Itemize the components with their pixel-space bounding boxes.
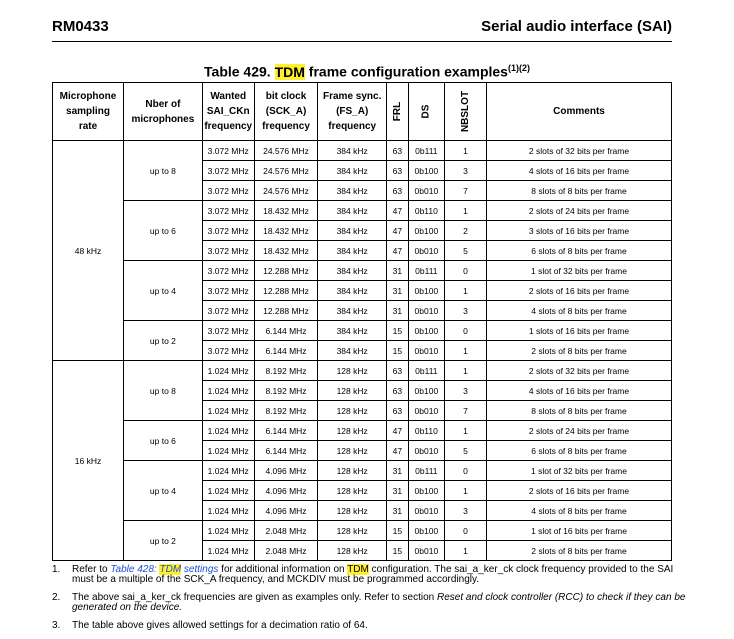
col-nbslot: NBSLOT [444, 83, 486, 141]
col-frl: FRL [386, 83, 408, 141]
frl-value-cell: 63 [386, 161, 408, 181]
comment-cell: 1 slot of 32 bits per frame [487, 261, 672, 281]
frame-sync-freq-cell: 384 kHz [318, 261, 386, 281]
ds-value-cell: 0b111 [408, 361, 444, 381]
bit-clock-freq-cell: 4.096 MHz [254, 501, 318, 521]
frl-value-cell: 31 [386, 301, 408, 321]
nbslot-value-cell: 3 [444, 161, 486, 181]
wanted-freq-cell: 3.072 MHz [202, 321, 254, 341]
table-row [53, 321, 672, 341]
frl-value-cell: 47 [386, 221, 408, 241]
ds-value-cell: 0b010 [408, 501, 444, 521]
frame-sync-freq-cell: 128 kHz [318, 461, 386, 481]
mic-count-cell: up to 4 [123, 261, 202, 321]
table-row [53, 141, 672, 161]
nbslot-value-cell: 0 [444, 321, 486, 341]
search-highlight: TDM [159, 564, 182, 575]
table-row [53, 261, 672, 281]
nbslot-value-cell: 0 [444, 461, 486, 481]
frl-value-cell: 63 [386, 381, 408, 401]
frame-sync-freq-cell: 384 kHz [318, 241, 386, 261]
wanted-freq-cell: 1.024 MHz [202, 461, 254, 481]
nbslot-value-cell: 5 [444, 241, 486, 261]
frl-value-cell: 15 [386, 341, 408, 361]
table-notes [52, 565, 692, 639]
table-row [53, 361, 672, 381]
mic-rate-cell: 48 kHz [53, 141, 124, 361]
nbslot-value-cell: 5 [444, 441, 486, 461]
mic-count-cell: up to 2 [123, 321, 202, 361]
wanted-freq-cell: 3.072 MHz [202, 261, 254, 281]
col-nber-mics: Nber of microphones [123, 83, 202, 141]
ds-value-cell: 0b010 [408, 181, 444, 201]
page-header [52, 18, 672, 40]
frl-value-cell: 47 [386, 441, 408, 461]
frame-sync-freq-cell: 128 kHz [318, 441, 386, 461]
ds-value-cell: 0b100 [408, 521, 444, 541]
table-row [53, 201, 672, 221]
comment-cell: 2 slots of 32 bits per frame [487, 361, 672, 381]
wanted-freq-cell: 1.024 MHz [202, 501, 254, 521]
frl-value-cell: 63 [386, 401, 408, 421]
bit-clock-freq-cell: 6.144 MHz [254, 321, 318, 341]
bit-clock-freq-cell: 4.096 MHz [254, 481, 318, 501]
bit-clock-freq-cell: 6.144 MHz [254, 421, 318, 441]
nbslot-value-cell: 1 [444, 141, 486, 161]
wanted-freq-cell: 1.024 MHz [202, 521, 254, 541]
ds-value-cell: 0b100 [408, 321, 444, 341]
ds-value-cell: 0b010 [408, 341, 444, 361]
note-2: 2. The above sai_a_ker_ck frequencies are given as examples only. Refer to section Reset and clock controller (RCC) to check if they can be generated on the device. [52, 592, 686, 613]
frl-value-cell: 31 [386, 261, 408, 281]
ds-value-cell: 0b111 [408, 141, 444, 161]
nbslot-value-cell: 3 [444, 301, 486, 321]
frame-sync-freq-cell: 384 kHz [318, 301, 386, 321]
wanted-freq-cell: 3.072 MHz [202, 141, 254, 161]
bit-clock-freq-cell: 2.048 MHz [254, 541, 318, 561]
comment-cell: 4 slots of 8 bits per frame [487, 301, 672, 321]
mic-count-cell: up to 2 [123, 521, 202, 561]
bit-clock-freq-cell: 8.192 MHz [254, 361, 318, 381]
frame-sync-freq-cell: 384 kHz [318, 181, 386, 201]
comment-cell: 2 slots of 24 bits per frame [487, 201, 672, 221]
mic-rate-cell: 16 kHz [53, 361, 124, 561]
wanted-freq-cell: 3.072 MHz [202, 241, 254, 261]
bit-clock-freq-cell: 18.432 MHz [254, 201, 318, 221]
frl-value-cell: 63 [386, 361, 408, 381]
wanted-freq-cell: 3.072 MHz [202, 301, 254, 321]
table-row [53, 521, 672, 541]
frame-sync-freq-cell: 384 kHz [318, 281, 386, 301]
nbslot-value-cell: 1 [444, 541, 486, 561]
bit-clock-freq-cell: 12.288 MHz [254, 301, 318, 321]
tdm-frame-config-table [52, 82, 672, 561]
ds-value-cell: 0b100 [408, 481, 444, 501]
search-highlight: TDM [274, 63, 305, 80]
wanted-freq-cell: 1.024 MHz [202, 481, 254, 501]
ds-value-cell: 0b010 [408, 541, 444, 561]
comment-cell: 2 slots of 16 bits per frame [487, 481, 672, 501]
nbslot-value-cell: 1 [444, 281, 486, 301]
nbslot-value-cell: 1 [444, 361, 486, 381]
frl-value-cell: 15 [386, 521, 408, 541]
comment-cell: 1 slots of 16 bits per frame [487, 321, 672, 341]
frame-sync-freq-cell: 384 kHz [318, 201, 386, 221]
bit-clock-freq-cell: 24.576 MHz [254, 161, 318, 181]
nbslot-value-cell: 1 [444, 201, 486, 221]
bit-clock-freq-cell: 18.432 MHz [254, 221, 318, 241]
comment-cell: 8 slots of 8 bits per frame [487, 181, 672, 201]
table-row [53, 461, 672, 481]
mic-count-cell: up to 8 [123, 141, 202, 201]
nbslot-value-cell: 7 [444, 181, 486, 201]
frl-value-cell: 31 [386, 281, 408, 301]
mic-count-cell: up to 6 [123, 421, 202, 461]
bit-clock-freq-cell: 12.288 MHz [254, 261, 318, 281]
frame-sync-freq-cell: 128 kHz [318, 361, 386, 381]
ds-value-cell: 0b100 [408, 381, 444, 401]
bit-clock-freq-cell: 4.096 MHz [254, 461, 318, 481]
frame-sync-freq-cell: 384 kHz [318, 341, 386, 361]
bit-clock-freq-cell: 6.144 MHz [254, 341, 318, 361]
wanted-freq-cell: 1.024 MHz [202, 541, 254, 561]
ds-value-cell: 0b110 [408, 201, 444, 221]
comment-cell: 4 slots of 8 bits per frame [487, 501, 672, 521]
bit-clock-freq-cell: 24.576 MHz [254, 141, 318, 161]
comment-cell: 1 slot of 32 bits per frame [487, 461, 672, 481]
bit-clock-freq-cell: 2.048 MHz [254, 521, 318, 541]
col-mic-rate: Microphone sampling rate [53, 83, 124, 141]
col-bit-clock: bit clock (SCK_A) frequency [254, 83, 318, 141]
comment-cell: 4 slots of 16 bits per frame [487, 381, 672, 401]
table-428-link[interactable]: Table 428: TDM settings [110, 564, 219, 575]
frl-value-cell: 63 [386, 181, 408, 201]
wanted-freq-cell: 1.024 MHz [202, 401, 254, 421]
nbslot-value-cell: 1 [444, 341, 486, 361]
frame-sync-freq-cell: 128 kHz [318, 401, 386, 421]
wanted-freq-cell: 1.024 MHz [202, 361, 254, 381]
wanted-freq-cell: 3.072 MHz [202, 281, 254, 301]
header-rule [52, 41, 672, 42]
ds-value-cell: 0b010 [408, 241, 444, 261]
frl-value-cell: 47 [386, 241, 408, 261]
mic-count-cell: up to 6 [123, 201, 202, 261]
col-ds: DS [408, 83, 444, 141]
frame-sync-freq-cell: 128 kHz [318, 521, 386, 541]
frame-sync-freq-cell: 128 kHz [318, 421, 386, 441]
wanted-freq-cell: 3.072 MHz [202, 181, 254, 201]
frl-value-cell: 47 [386, 201, 408, 221]
mic-count-cell: up to 8 [123, 361, 202, 421]
frl-value-cell: 15 [386, 541, 408, 561]
wanted-freq-cell: 3.072 MHz [202, 221, 254, 241]
bit-clock-freq-cell: 8.192 MHz [254, 381, 318, 401]
frl-value-cell: 31 [386, 481, 408, 501]
frl-value-cell: 15 [386, 321, 408, 341]
table-header-row [53, 83, 672, 141]
bit-clock-freq-cell: 24.576 MHz [254, 181, 318, 201]
frame-sync-freq-cell: 128 kHz [318, 481, 386, 501]
ds-value-cell: 0b010 [408, 401, 444, 421]
table-row [53, 421, 672, 441]
nbslot-value-cell: 1 [444, 421, 486, 441]
frame-sync-freq-cell: 128 kHz [318, 381, 386, 401]
frame-sync-freq-cell: 384 kHz [318, 161, 386, 181]
nbslot-value-cell: 0 [444, 521, 486, 541]
nbslot-value-cell: 2 [444, 221, 486, 241]
frame-sync-freq-cell: 128 kHz [318, 501, 386, 521]
comment-cell: 6 slots of 8 bits per frame [487, 241, 672, 261]
col-frame-sync: Frame sync. (FS_A) frequency [318, 83, 386, 141]
comment-cell: 2 slots of 24 bits per frame [487, 421, 672, 441]
frl-value-cell: 31 [386, 501, 408, 521]
document-id: RM0433 [52, 18, 109, 35]
ds-value-cell: 0b100 [408, 221, 444, 241]
nbslot-value-cell: 3 [444, 381, 486, 401]
ds-value-cell: 0b010 [408, 301, 444, 321]
col-comments: Comments [487, 83, 672, 141]
comment-cell: 2 slots of 16 bits per frame [487, 281, 672, 301]
ds-value-cell: 0b100 [408, 281, 444, 301]
note-1: 1. Refer to Table 428: TDM settings for additional information on TDM configuration. The sai_a_ker_ck clock frequency provided to the SAI must be a multiple of the SCK_A frequency, and MCKDIV must be programmed accordingly. [52, 564, 674, 585]
mic-count-cell: up to 4 [123, 461, 202, 521]
nbslot-value-cell: 1 [444, 481, 486, 501]
bit-clock-freq-cell: 8.192 MHz [254, 401, 318, 421]
wanted-freq-cell: 1.024 MHz [202, 421, 254, 441]
frame-sync-freq-cell: 384 kHz [318, 321, 386, 341]
bit-clock-freq-cell: 6.144 MHz [254, 441, 318, 461]
frame-sync-freq-cell: 384 kHz [318, 141, 386, 161]
nbslot-value-cell: 7 [444, 401, 486, 421]
wanted-freq-cell: 3.072 MHz [202, 161, 254, 181]
comment-cell: 6 slots of 8 bits per frame [487, 441, 672, 461]
bit-clock-freq-cell: 12.288 MHz [254, 281, 318, 301]
wanted-freq-cell: 1.024 MHz [202, 441, 254, 461]
comment-cell: 2 slots of 32 bits per frame [487, 141, 672, 161]
wanted-freq-cell: 3.072 MHz [202, 341, 254, 361]
col-wanted-freq: Wanted SAI_CKn frequency [202, 83, 254, 141]
note-3: 3. The table above gives allowed settings for a decimation ratio of 64. [52, 620, 368, 631]
ds-value-cell: 0b100 [408, 161, 444, 181]
wanted-freq-cell: 1.024 MHz [202, 381, 254, 401]
comment-cell: 3 slots of 16 bits per frame [487, 221, 672, 241]
frl-value-cell: 63 [386, 141, 408, 161]
ds-value-cell: 0b111 [408, 461, 444, 481]
frame-sync-freq-cell: 128 kHz [318, 541, 386, 561]
comment-cell: 2 slots of 8 bits per frame [487, 341, 672, 361]
comment-cell: 4 slots of 16 bits per frame [487, 161, 672, 181]
ds-value-cell: 0b111 [408, 261, 444, 281]
comment-cell: 8 slots of 8 bits per frame [487, 401, 672, 421]
nbslot-value-cell: 0 [444, 261, 486, 281]
frl-value-cell: 31 [386, 461, 408, 481]
frame-sync-freq-cell: 384 kHz [318, 221, 386, 241]
table-caption: Table 429. TDM frame configuration examples$^{(1)(2)}$ [204, 63, 530, 80]
comment-cell: 2 slots of 8 bits per frame [487, 541, 672, 561]
search-highlight: TDM [347, 564, 369, 575]
bit-clock-freq-cell: 18.432 MHz [254, 241, 318, 261]
nbslot-value-cell: 3 [444, 501, 486, 521]
ds-value-cell: 0b110 [408, 421, 444, 441]
wanted-freq-cell: 3.072 MHz [202, 201, 254, 221]
ds-value-cell: 0b010 [408, 441, 444, 461]
comment-cell: 1 slot of 16 bits per frame [487, 521, 672, 541]
section-title: Serial audio interface (SAI) [481, 18, 672, 35]
table-body [53, 141, 672, 561]
frl-value-cell: 47 [386, 421, 408, 441]
